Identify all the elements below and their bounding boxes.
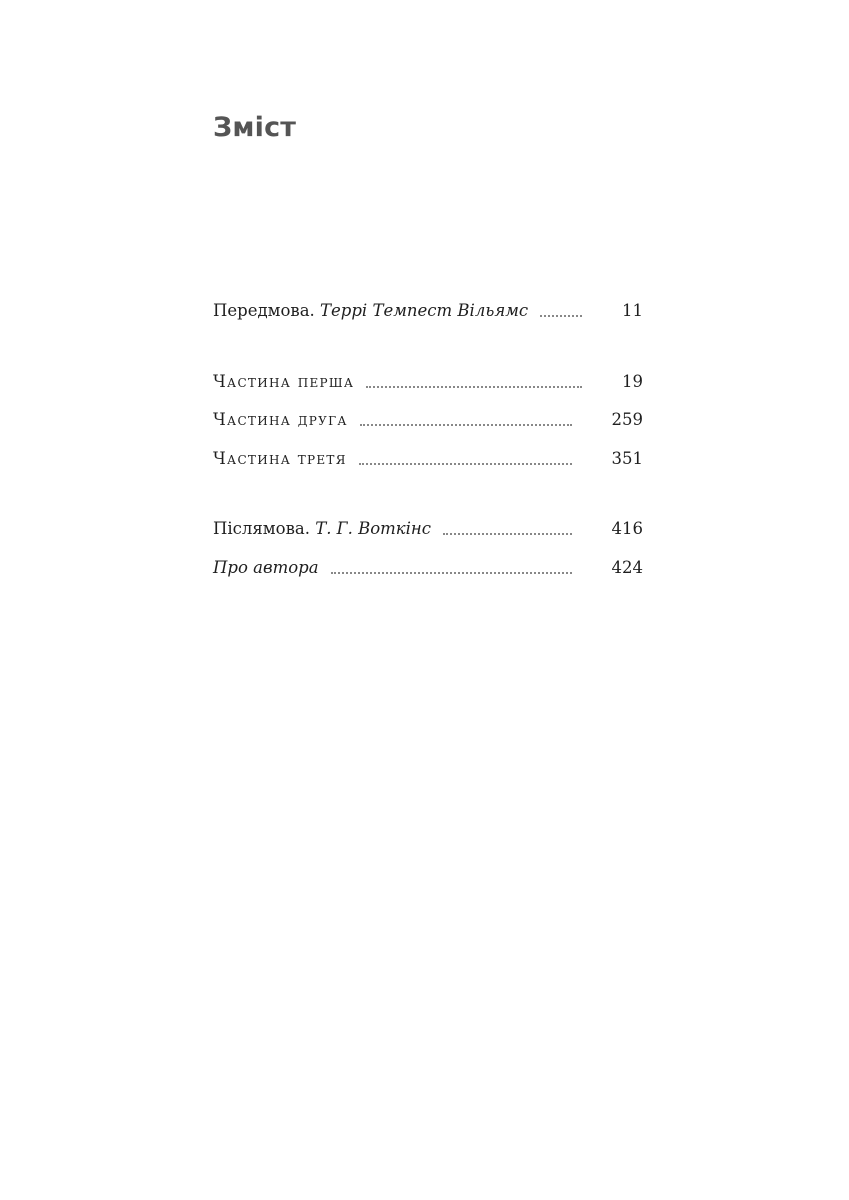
toc-page-number: 259 [611, 410, 643, 429]
toc-entry-part-three [213, 449, 643, 475]
toc-entry-author: Т. Г. Воткінс [315, 519, 432, 538]
toc-entry-text [213, 301, 528, 320]
dot-leader [366, 386, 582, 388]
toc-entry-label: Про автора [213, 558, 319, 577]
dot-leader [359, 463, 572, 465]
toc-entry-afterword [213, 519, 643, 545]
dot-leader [360, 424, 572, 426]
toc-page-number: 424 [611, 558, 643, 577]
toc-entry-label: Частина перша [213, 372, 355, 391]
toc-entry-part-two [213, 410, 643, 436]
page-title: Зміст [213, 112, 297, 143]
toc-entry-label: Післямова. [213, 519, 310, 538]
toc-entry-label: Передмова. [213, 301, 315, 320]
toc-page-number: 19 [622, 372, 643, 391]
dot-leader [443, 533, 571, 535]
toc-entry-part-one [213, 372, 643, 398]
toc-entry-foreword [213, 301, 643, 327]
toc-page-number: 351 [611, 449, 643, 468]
dot-leader [540, 315, 582, 317]
toc-page-number: 416 [611, 519, 643, 538]
toc-entry-author: Террі Темпест Вільямс [320, 301, 529, 320]
toc-entry-text [213, 519, 431, 538]
dot-leader [331, 572, 572, 574]
toc-entry-label: Частина друга [213, 410, 348, 429]
toc-entry-label: Частина третя [213, 449, 347, 468]
toc-page-number: 11 [622, 301, 643, 320]
toc-entry-about-author [213, 558, 643, 584]
